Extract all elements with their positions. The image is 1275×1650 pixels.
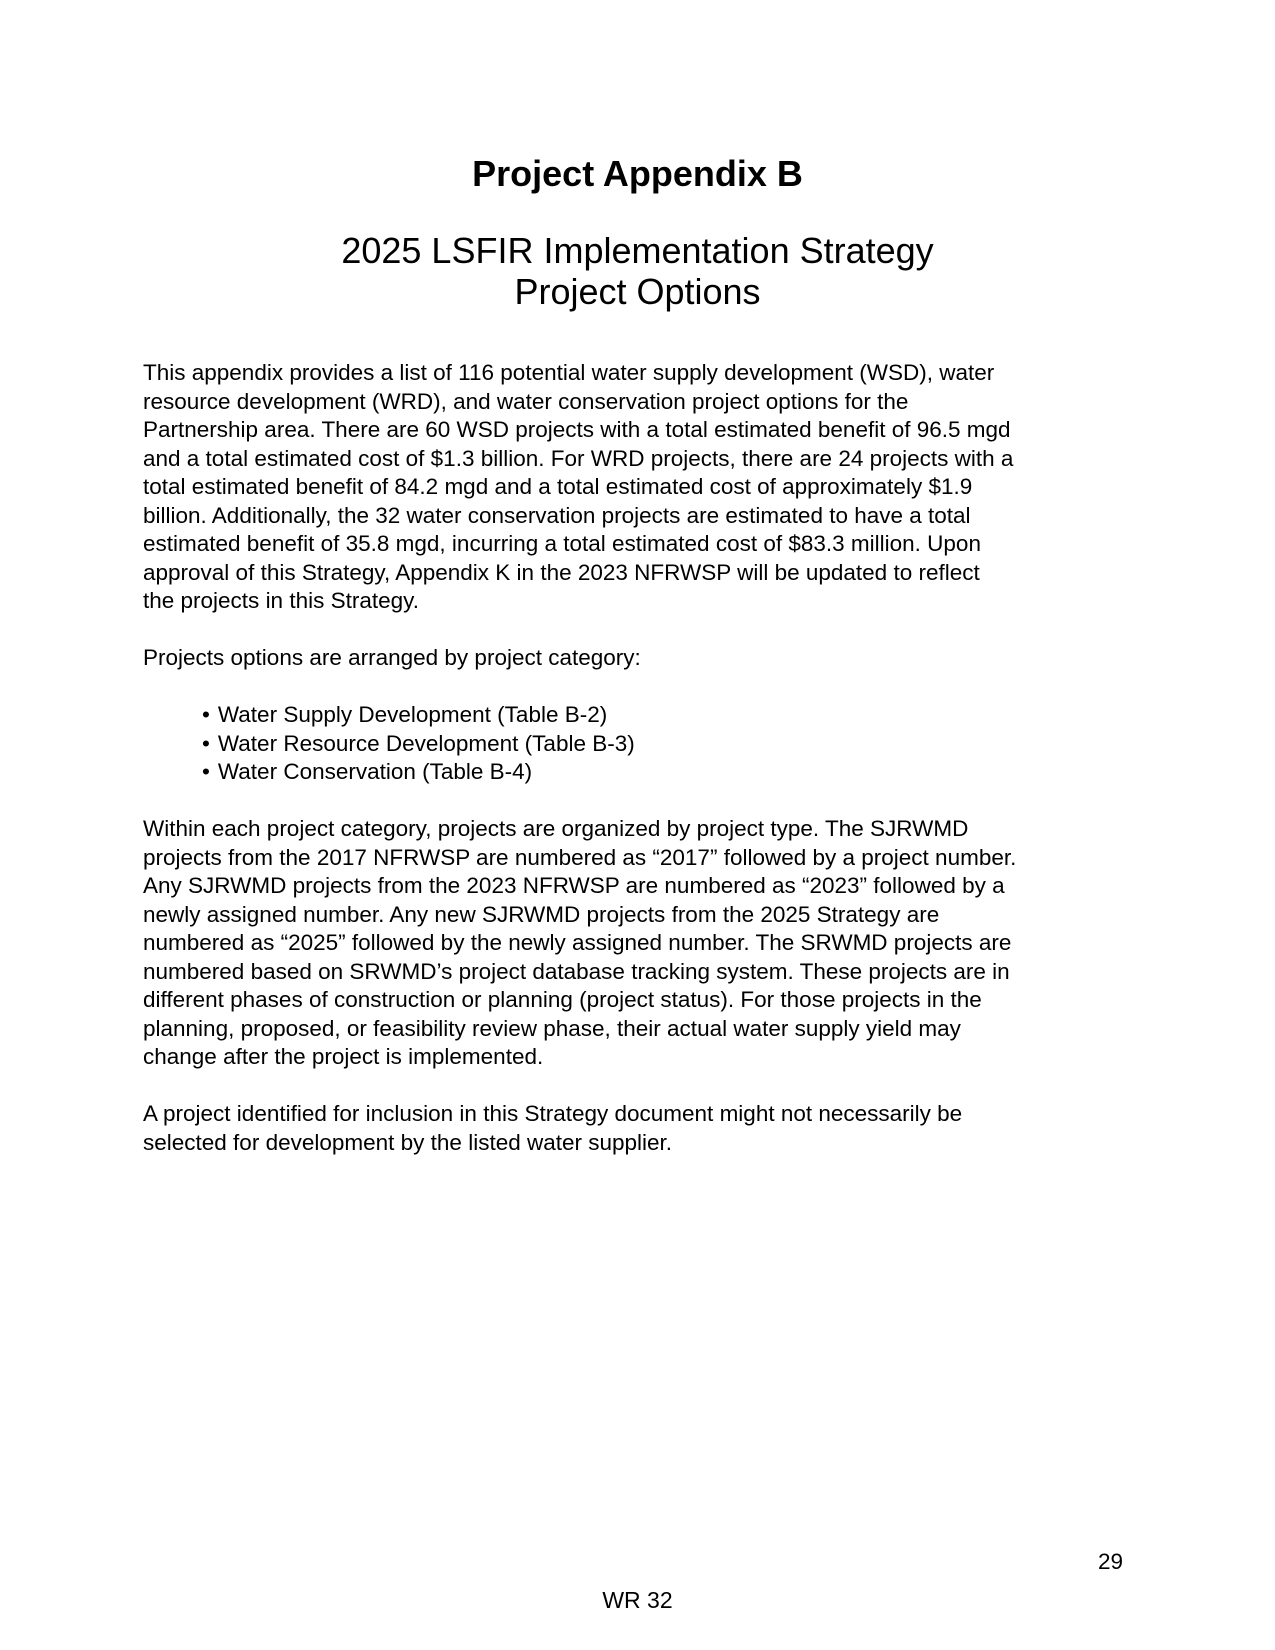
- subtitle-line: 2025 LSFIR Implementation Strategy: [341, 230, 934, 271]
- text-line: This appendix provides a list of 116 potential water supply development (WSD), water: [143, 360, 995, 385]
- text-line: Partnership area. There are 60 WSD projects with a total estimated benefit of 96.5 mgd: [143, 417, 1011, 442]
- list-item: [143, 758, 1153, 787]
- text-line: Any SJRWMD projects from the 2023 NFRWSP are numbered as “2023” followed by a: [143, 873, 1005, 898]
- text-line: Within each project category, projects are organized by project type. The SJRWMD: [143, 816, 969, 841]
- subtitle-line: Project Options: [514, 271, 761, 312]
- disclaimer-paragraph: [143, 1100, 1153, 1157]
- text-line: change after the project is implemented.: [143, 1044, 544, 1069]
- document-body: [143, 359, 1153, 1157]
- text-line: total estimated benefit of 84.2 mgd and a total estimated cost of approximately $1.9: [143, 474, 973, 499]
- text-line: the projects in this Strategy.: [143, 588, 419, 613]
- footer-label: WR 32: [602, 1587, 673, 1613]
- list-item: [143, 701, 1153, 730]
- text-line: newly assigned number. Any new SJRWMD projects from the 2025 Strategy are: [143, 901, 940, 927]
- text-line: and a total estimated cost of $1.3 billion. For WRD projects, there are 24 projects with a: [143, 445, 1014, 471]
- list-item-label: Water Supply Development (Table B-2): [217, 702, 608, 727]
- text-line: projects from the 2017 NFRWSP are numbered as “2017” followed by a project number.: [143, 844, 1017, 870]
- list-item: [143, 730, 1153, 759]
- text-line: billion. Additionally, the 32 water conservation projects are estimated to have a total: [143, 502, 971, 528]
- text-line: resource development (WRD), and water conservation project options for the: [143, 388, 909, 414]
- page-number: 29: [1097, 1549, 1123, 1574]
- text-line: A project identified for inclusion in this Strategy document might not necessarily be: [143, 1101, 963, 1126]
- text-line: numbered as “2025” followed by the newly assigned number. The SRWMD projects are: [143, 930, 1012, 955]
- text-line: planning, proposed, or feasibility review phase, their actual water supply yield may: [143, 1015, 961, 1041]
- list-item-label: Water Resource Development (Table B-3): [217, 730, 635, 756]
- page-subtitle: [0, 230, 1275, 312]
- text-line: selected for development by the listed water supplier.: [143, 1129, 673, 1155]
- bullet-icon: •: [202, 702, 210, 727]
- numbering-paragraph: [143, 815, 1153, 1072]
- bullet-icon: •: [202, 759, 210, 784]
- text-line: different phases of construction or planning (project status). For those projects in the: [143, 987, 982, 1012]
- text-line: approval of this Strategy, Appendix K in the 2023 NFRWSP will be updated to reflect: [143, 559, 980, 585]
- text-line: numbered based on SRWMD’s project database tracking system. These projects are in: [143, 958, 1010, 984]
- text-line: estimated benefit of 35.8 mgd, incurring a total estimated cost of $83.3 million. Upon: [143, 531, 981, 556]
- list-item-label: Water Conservation (Table B-4): [217, 759, 533, 784]
- bullet-icon: •: [202, 730, 210, 756]
- intro-paragraph: [143, 359, 1153, 616]
- category-intro-paragraph: Projects options are arranged by project category:: [143, 645, 641, 670]
- category-bullet-list: [143, 701, 1153, 787]
- page-title: Project Appendix B: [472, 153, 803, 194]
